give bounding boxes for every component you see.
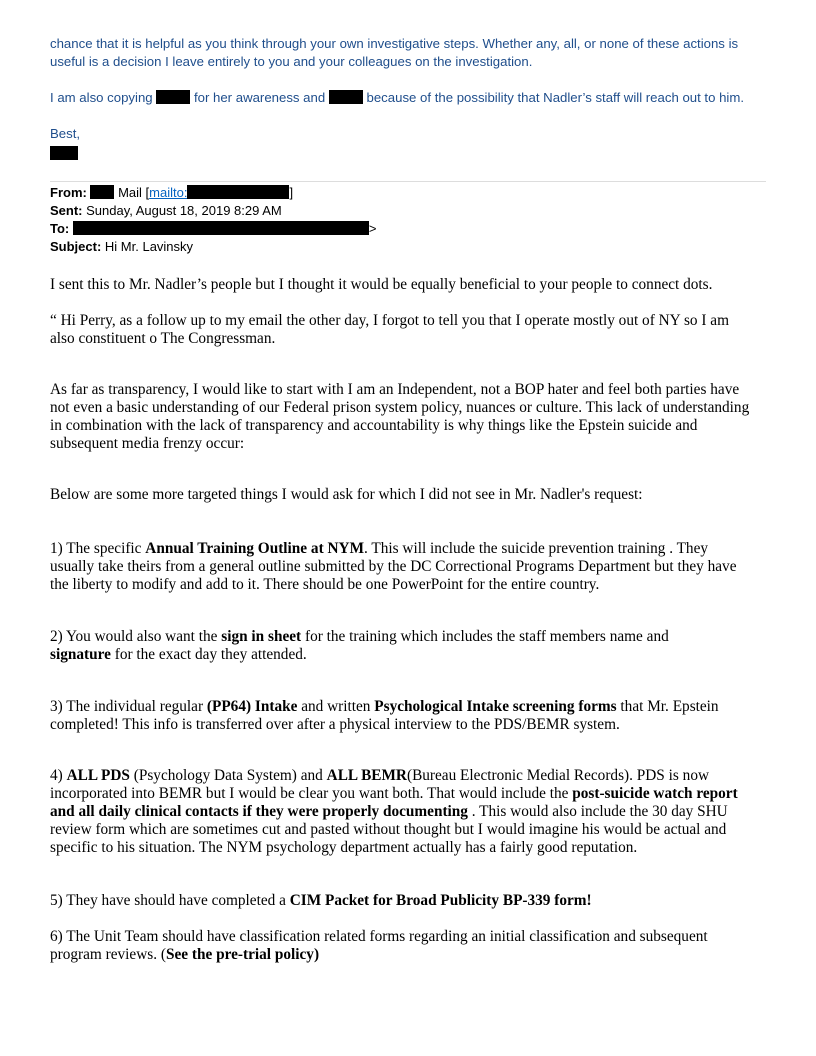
bold-text: Psychological Intake screening forms	[374, 698, 617, 715]
redaction	[329, 90, 363, 104]
bold-text: post-suicide watch report and all daily clinical contacts if they were properly documenting	[50, 785, 738, 820]
bold-text: CIM Packet for Broad Publicity BP-339 form!	[289, 892, 592, 909]
body-p1: I sent this to Mr. Nadler’s people but I thought it would be equally beneficial to your people to connect dots.	[50, 276, 713, 293]
to-label: To:	[50, 221, 70, 236]
subject-label: Subject:	[50, 239, 102, 254]
body-p2: “ Hi Perry, as a follow up to my email the other day, I forgot to tell you that I operate mostly out of NY so I am also constituent o The Congressman.	[50, 312, 730, 347]
list-item-1	[50, 540, 750, 594]
intro-paragraph	[50, 35, 766, 71]
body-p4: Below are some more targeted things I would ask for which I did not see in Mr. Nadler's request:	[50, 486, 643, 503]
divider	[50, 181, 766, 182]
subject-value: Hi Mr. Lavinsky	[101, 239, 194, 254]
sent-label: Sent:	[50, 203, 83, 218]
redaction	[73, 221, 369, 235]
bold-text: ALL BEMR	[326, 767, 407, 784]
list-item-2	[50, 628, 690, 664]
text: (Bureau Electronic Medial Records). PDS is now incorporated into BEMR but I would be clear you want both. That would include the	[50, 767, 710, 802]
text: for the exact day they attended.	[110, 646, 307, 663]
signoff	[50, 125, 766, 163]
bracket: ]	[289, 185, 294, 200]
intro-line: chance that it is helpful as you think through your own investigative steps. Whether any, all, or none of these actions is	[50, 36, 739, 51]
text: for the training which includes the staff members name and	[301, 628, 669, 645]
copying-paragraph	[50, 89, 766, 107]
sent-value: Sunday, August 18, 2019 8:29 AM	[82, 203, 282, 218]
email-header	[50, 184, 766, 256]
redaction	[156, 90, 190, 104]
text: 4)	[50, 767, 67, 784]
text: . This would also include the 30 day SHU review form which are sometimes cut and pasted without thought but I would imagine his would be actual and specific to his situation. The NYM psychology department actually has a fairly good reputation.	[50, 803, 728, 856]
text: and written	[297, 698, 375, 715]
text: (Psychology Data System) and	[129, 767, 327, 784]
copy-text: I am also copying	[50, 90, 157, 105]
signoff-text: Best,	[50, 126, 81, 141]
text: 6) The Unit Team should have classification related forms regarding an initial classification and subsequent program reviews. (	[50, 928, 708, 963]
redaction	[187, 185, 289, 199]
list-item-3	[50, 698, 760, 734]
copy-text: because of the possibility that Nadler’s staff will reach out to him.	[362, 90, 745, 105]
copy-text: for her awareness and	[190, 90, 329, 105]
text: 5) They have should have completed a	[50, 892, 290, 909]
intro-line: useful is a decision I leave entirely to you and your colleagues on the investigation.	[50, 54, 533, 69]
text: that Mr. Epstein completed! This info is transferred over after a physical interview to the PDS/BEMR system.	[50, 698, 719, 733]
bold-text: sign in sheet	[221, 628, 302, 645]
list-item-5	[50, 892, 766, 910]
from-label: From:	[50, 185, 87, 200]
text: . This will include the suicide prevention training . They usually take theirs from a general outline submitted by the DC Correctional Programs Department but they have the liberty to modify and add to it. There should be one PowerPoint for the entire country.	[50, 540, 737, 593]
list-item-6	[50, 928, 750, 964]
redaction	[50, 146, 78, 160]
bold-text: signature	[50, 646, 111, 663]
text: 3) The individual regular	[50, 698, 207, 715]
text: 2) You would also want the	[50, 628, 222, 645]
from-text: Mail [	[114, 185, 150, 200]
list-item-4	[50, 767, 760, 857]
bracket: >	[368, 221, 377, 236]
text: 1) The specific	[50, 540, 146, 557]
bold-text: See the pre-trial policy)	[165, 946, 320, 963]
bold-text: (PP64) Intake	[206, 698, 298, 715]
mailto-link[interactable]: mailto:	[149, 185, 188, 200]
bold-text: ALL PDS	[66, 767, 130, 784]
redaction	[90, 185, 114, 199]
bold-text: Annual Training Outline at NYM	[145, 540, 365, 557]
body-p3: As far as transparency, I would like to start with I am an Independent, not a BOP hater and feel both parties have not even a basic understanding of our Federal prison system policy, nuances or culture. This lack of understanding in combination with the lack of transparency and accountability is why things like the Epstein suicide and subsequent media frenzy occur:	[50, 381, 750, 452]
